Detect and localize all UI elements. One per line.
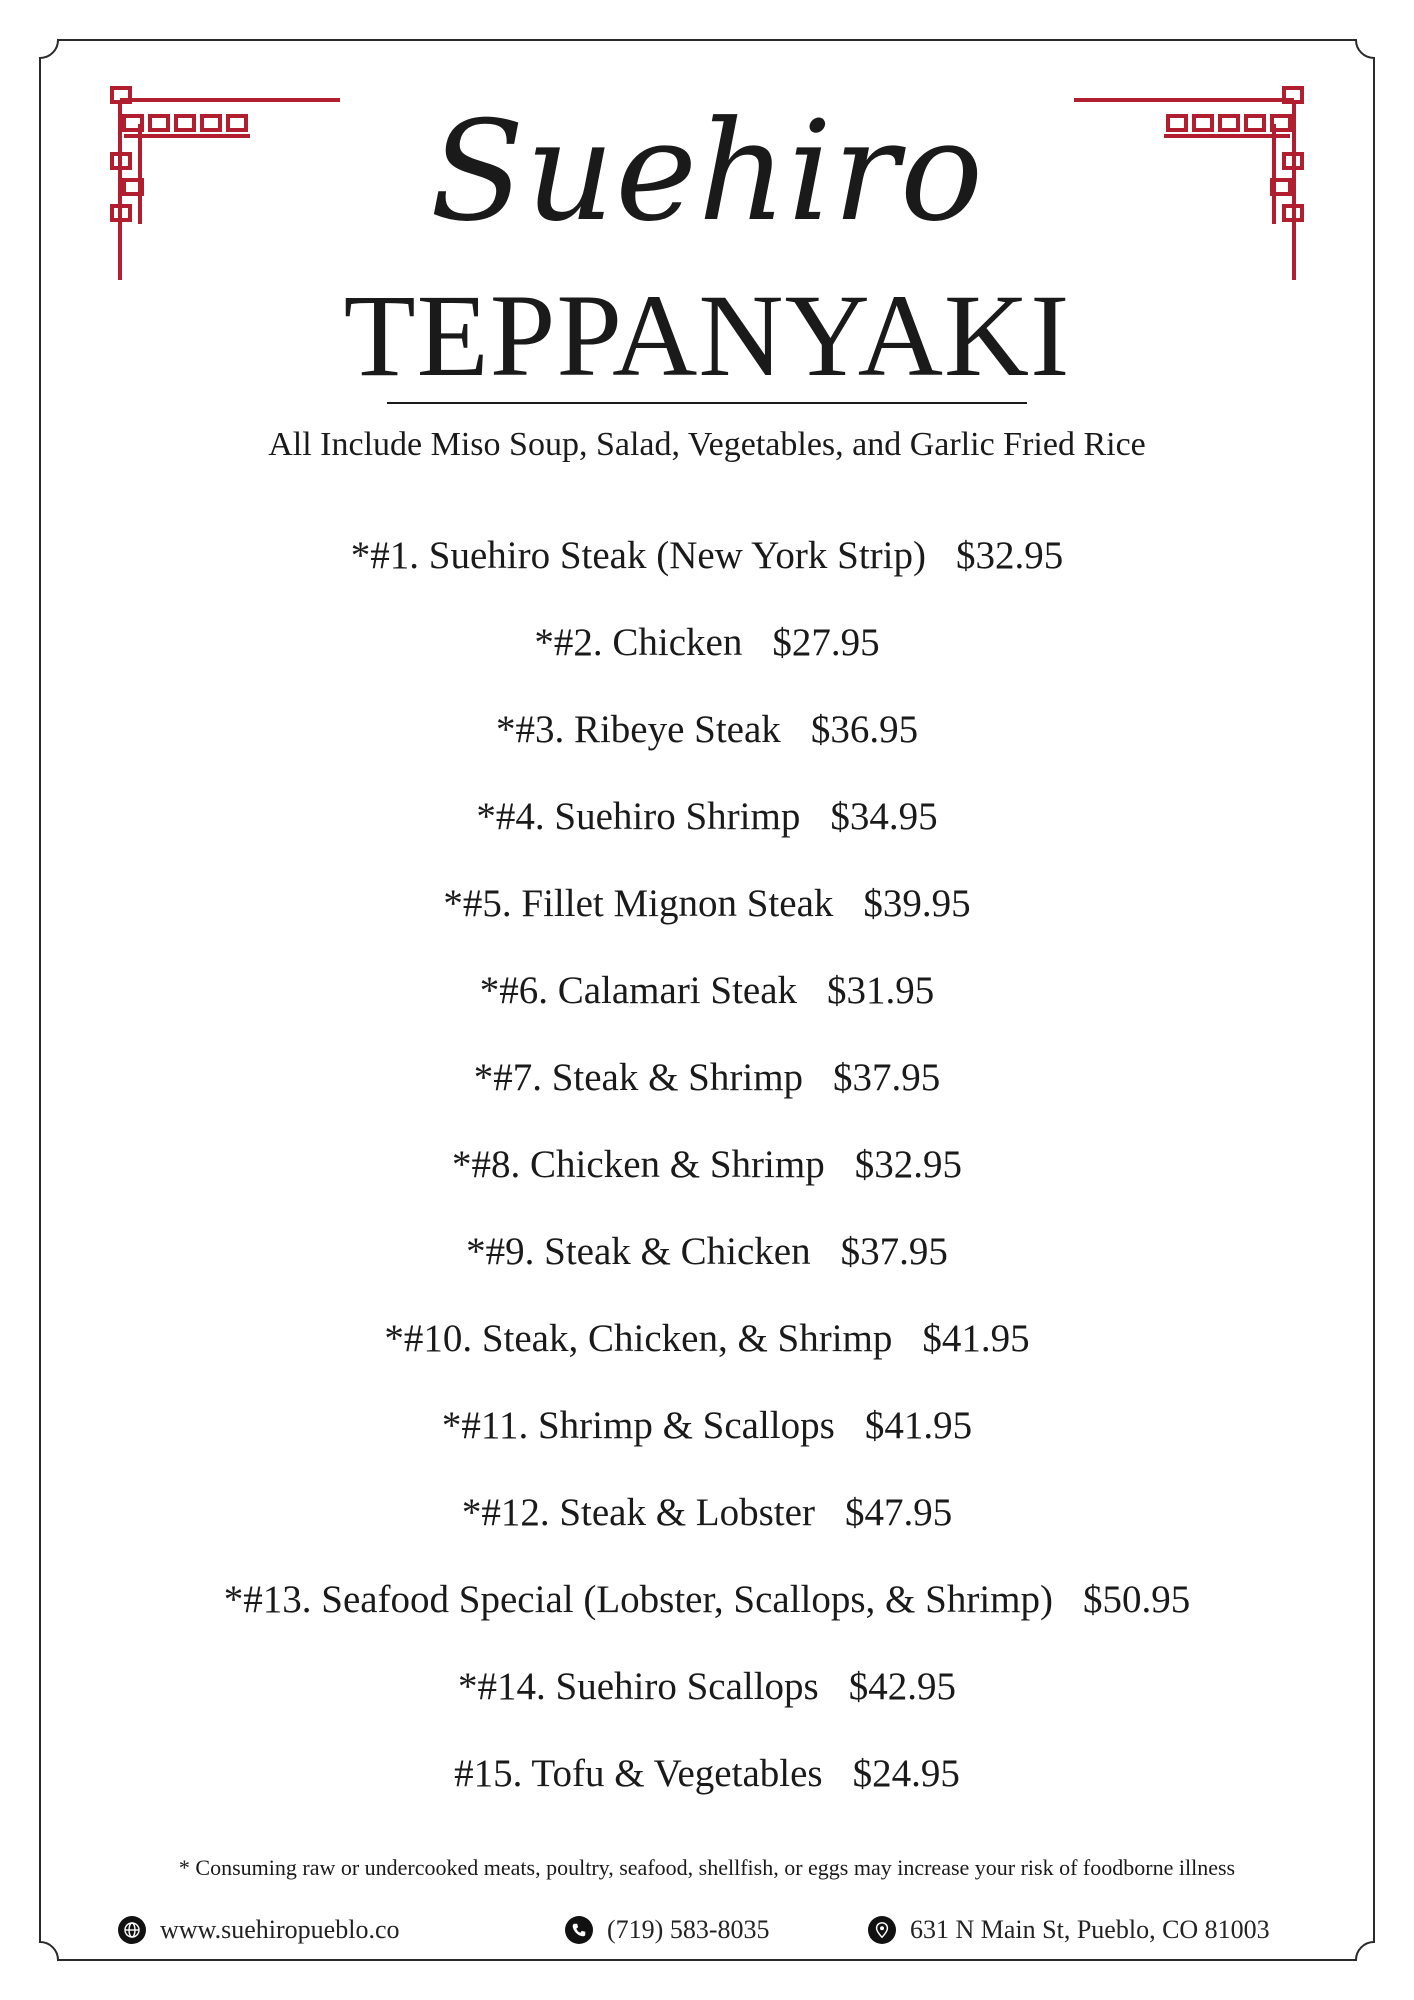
menu-item-price: $41.95 bbox=[922, 1317, 1030, 1360]
menu-item bbox=[60, 789, 1354, 876]
menu-item bbox=[60, 1746, 1354, 1833]
menu-item-price: $34.95 bbox=[830, 795, 938, 838]
menu-item-name: *#11. Shrimp & Scallops bbox=[441, 1404, 835, 1447]
page-title: TEPPANYAKI bbox=[343, 270, 1071, 401]
menu-item-name: *#3. Ribeye Steak bbox=[495, 708, 781, 751]
title-divider bbox=[387, 402, 1027, 404]
menu-item-price: $24.95 bbox=[852, 1752, 960, 1795]
menu-item-price: $32.95 bbox=[854, 1143, 962, 1186]
menu-item bbox=[60, 963, 1354, 1050]
menu-item-price: $32.95 bbox=[955, 534, 1064, 577]
menu-item-name: *#14. Suehiro Scallops bbox=[458, 1665, 819, 1708]
menu-subtitle: All Include Miso Soup, Salad, Vegetables, and Garlic Fried Rice bbox=[268, 426, 1146, 463]
brand-name: Suehiro bbox=[429, 91, 985, 252]
menu-item-name: *#12. Steak & Lobster bbox=[461, 1491, 815, 1534]
menu-item-name: *#7. Steak & Shrimp bbox=[473, 1056, 804, 1099]
menu-item bbox=[60, 1398, 1354, 1485]
menu-item-name: *#2. Chicken bbox=[534, 621, 743, 664]
menu-item bbox=[60, 615, 1354, 702]
footer-phone[interactable] bbox=[565, 1910, 769, 1950]
menu-item bbox=[60, 1485, 1354, 1572]
menu-item-price: $37.95 bbox=[840, 1230, 948, 1273]
menu-item-name: *#13. Seafood Special (Lobster, Scallops, & Shrimp) bbox=[223, 1578, 1053, 1621]
menu-item-price: $42.95 bbox=[848, 1665, 956, 1708]
menu-item-price: $50.95 bbox=[1082, 1578, 1191, 1621]
menu-item-price: $39.95 bbox=[863, 882, 971, 925]
phone-number[interactable]: (719) 583-8035 bbox=[607, 1915, 770, 1944]
phone-icon bbox=[565, 1916, 593, 1944]
menu-item-name: *#8. Chicken & Shrimp bbox=[452, 1143, 825, 1186]
menu-item-price: $37.95 bbox=[833, 1056, 941, 1099]
location-pin-icon bbox=[868, 1916, 896, 1944]
menu-item bbox=[60, 876, 1354, 963]
menu-item bbox=[60, 702, 1354, 789]
menu-item bbox=[60, 528, 1354, 615]
menu-list bbox=[60, 528, 1354, 1833]
menu-item bbox=[60, 1224, 1354, 1311]
food-safety-disclaimer: * Consuming raw or undercooked meats, poultry, seafood, shellfish, or eggs may increase your risk of foodborne illness bbox=[178, 1855, 1236, 1880]
menu-item bbox=[60, 1572, 1354, 1659]
menu-item-name: *#5. Fillet Mignon Steak bbox=[443, 882, 834, 925]
menu-item-price: $36.95 bbox=[810, 708, 919, 751]
menu-item-name: *#1. Suehiro Steak (New York Strip) bbox=[350, 534, 926, 577]
menu-item bbox=[60, 1050, 1354, 1137]
website-link[interactable]: www.suehiropueblo.co bbox=[160, 1915, 400, 1944]
footer-website[interactable] bbox=[118, 1910, 399, 1950]
menu-item-price: $31.95 bbox=[827, 969, 935, 1012]
menu-item-price: $41.95 bbox=[864, 1404, 973, 1447]
menu-item-name: *#6. Calamari Steak bbox=[479, 969, 798, 1012]
footer-address[interactable] bbox=[868, 1910, 1270, 1950]
menu-item bbox=[60, 1311, 1354, 1398]
menu-item-price: $47.95 bbox=[844, 1491, 953, 1534]
menu-item-price: $27.95 bbox=[772, 621, 880, 664]
menu-item-name: *#4. Suehiro Shrimp bbox=[476, 795, 801, 838]
menu-item-name: *#10. Steak, Chicken, & Shrimp bbox=[384, 1317, 893, 1360]
menu-item-name: *#9. Steak & Chicken bbox=[466, 1230, 811, 1273]
menu-item bbox=[60, 1659, 1354, 1746]
globe-icon bbox=[118, 1916, 146, 1944]
address-text[interactable]: 631 N Main St, Pueblo, CO 81003 bbox=[910, 1915, 1270, 1944]
menu-item bbox=[60, 1137, 1354, 1224]
menu-item-name: #15. Tofu & Vegetables bbox=[454, 1752, 823, 1795]
